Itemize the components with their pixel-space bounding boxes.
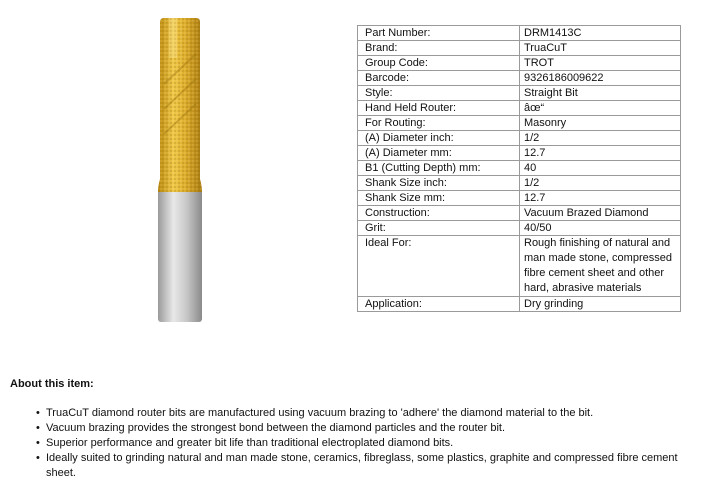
spec-row <box>358 101 681 116</box>
spec-row <box>358 146 681 161</box>
spec-label: Part Number: <box>358 26 520 41</box>
feature-item: • Ideally suited to grinding natural and man made stone, ceramics, fibreglass, some plastics, graphite and compressed fibre cement sheet. <box>36 451 686 481</box>
spec-label: Construction: <box>358 206 520 221</box>
spec-label: Ideal For: <box>358 236 520 297</box>
spec-row <box>358 116 681 131</box>
feature-item: • TruaCuT diamond router bits are manufactured using vacuum brazing to 'adhere' the diamond material to the bit. <box>36 406 686 421</box>
spec-value: TruaCuT <box>520 41 681 56</box>
spec-value: 12.7 <box>520 191 681 206</box>
spec-label: (A) Diameter mm: <box>358 146 520 161</box>
router-bit-image <box>150 14 210 324</box>
spec-label: (A) Diameter inch: <box>358 131 520 146</box>
spec-label: Shank Size mm: <box>358 191 520 206</box>
specifications-table <box>357 25 681 312</box>
spec-value: TROT <box>520 56 681 71</box>
spec-label: Barcode: <box>358 71 520 86</box>
feature-item: • Superior performance and greater bit life than traditional electroplated diamond bits. <box>36 436 686 451</box>
spec-label: For Routing: <box>358 116 520 131</box>
spec-row <box>358 236 681 297</box>
spec-value: 1/2 <box>520 176 681 191</box>
spec-value: DRM1413C <box>520 26 681 41</box>
spec-row <box>358 221 681 236</box>
spec-row <box>358 26 681 41</box>
spec-label: Style: <box>358 86 520 101</box>
feature-item: • Vacuum brazing provides the strongest bond between the diamond particles and the router bit. <box>36 421 686 436</box>
spec-value: Masonry <box>520 116 681 131</box>
spec-row <box>358 191 681 206</box>
spec-label: Brand: <box>358 41 520 56</box>
spec-value: âœ“ <box>520 101 681 116</box>
spec-row <box>358 56 681 71</box>
spec-label: Group Code: <box>358 56 520 71</box>
spec-label: Hand Held Router: <box>358 101 520 116</box>
about-title: About this item: <box>10 378 94 390</box>
spec-row <box>358 176 681 191</box>
feature-list <box>36 406 686 481</box>
spec-label: Application: <box>358 297 520 312</box>
spec-value: 12.7 <box>520 146 681 161</box>
spec-label: Shank Size inch: <box>358 176 520 191</box>
spec-value: Vacuum Brazed Diamond <box>520 206 681 221</box>
spec-row <box>358 41 681 56</box>
spec-row <box>358 297 681 312</box>
spec-row <box>358 86 681 101</box>
spec-value: 40 <box>520 161 681 176</box>
spec-value: Straight Bit <box>520 86 681 101</box>
spec-label: B1 (Cutting Depth) mm: <box>358 161 520 176</box>
spec-row <box>358 206 681 221</box>
spec-row <box>358 131 681 146</box>
spec-value: 1/2 <box>520 131 681 146</box>
spec-label: Grit: <box>358 221 520 236</box>
spec-value: Dry grinding <box>520 297 681 312</box>
spec-row <box>358 71 681 86</box>
spec-value: 9326186009622 <box>520 71 681 86</box>
spec-value: Rough finishing of natural and man made stone, compressed fibre cement sheet and other hard, abrasive materials <box>520 236 681 297</box>
spec-value: 40/50 <box>520 221 681 236</box>
spec-row <box>358 161 681 176</box>
